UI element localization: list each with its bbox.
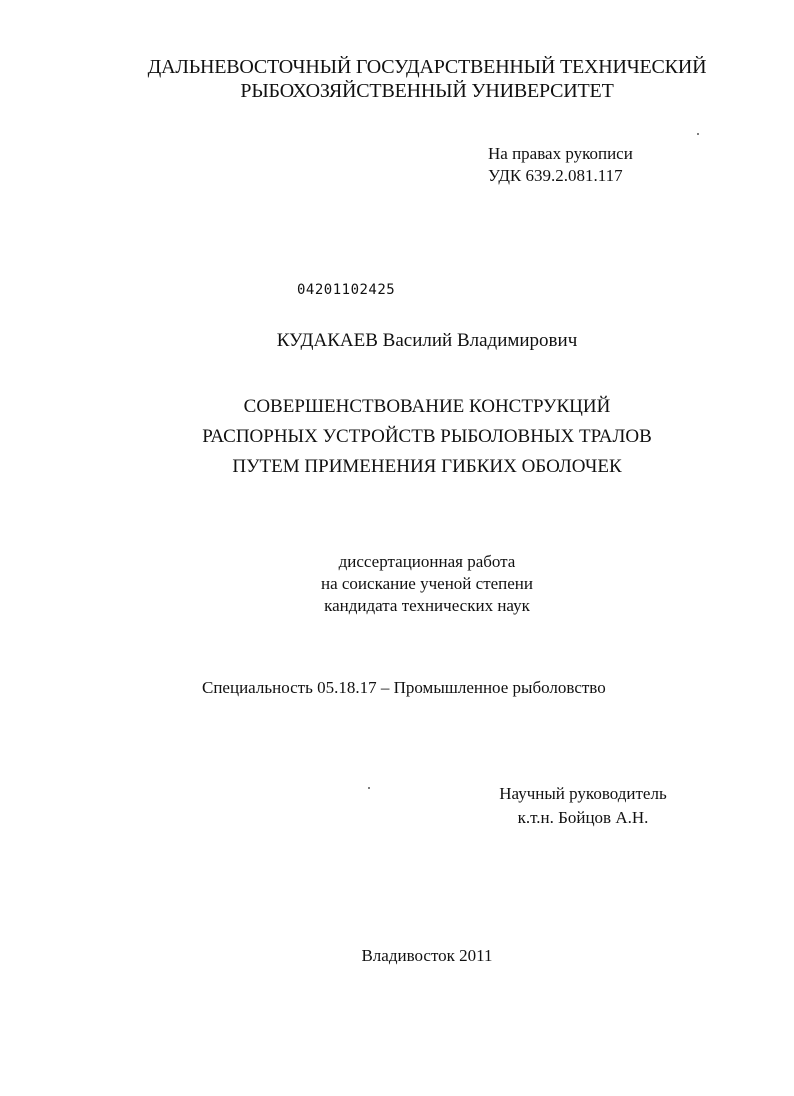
university-line-2: РЫБОХОЗЯЙСТВЕННЫЙ УНИВЕРСИТЕТ xyxy=(240,80,614,102)
dissertation-title xyxy=(0,392,794,482)
university-line-1: ДАЛЬНЕВОСТОЧНЫЙ ГОСУДАРСТВЕННЫЙ ТЕХНИЧЕСКИЙ xyxy=(147,56,707,78)
inventory-number: 04201102425 xyxy=(297,282,396,298)
specialty: Специальность 05.18.17 – Промышленное рыболовство xyxy=(202,678,606,697)
advisor-name: к.т.н. Бойцов А.Н. xyxy=(517,808,649,827)
work-line-1: диссертационная работа xyxy=(338,552,516,571)
scientific-advisor xyxy=(478,782,688,830)
scan-speck xyxy=(368,787,370,789)
university-header xyxy=(0,55,794,103)
title-line-2: РАСПОРНЫХ УСТРОЙСТВ РЫБОЛОВНЫХ ТРАЛОВ xyxy=(202,426,652,447)
manuscript-rights-block xyxy=(488,143,633,187)
manuscript-rights: На правах рукописи xyxy=(488,144,633,163)
title-line-1: СОВЕРШЕНСТВОВАНИЕ КОНСТРУКЦИЙ xyxy=(243,396,611,417)
scan-speck xyxy=(697,133,699,135)
city-year: Владивосток 2011 xyxy=(361,946,493,965)
work-line-3: кандидата технических наук xyxy=(324,596,530,615)
work-description xyxy=(0,551,794,617)
work-line-2: на соискание ученой степени xyxy=(320,574,534,593)
advisor-role: Научный руководитель xyxy=(499,784,667,803)
author-name: КУДАКАЕВ Василий Владимирович xyxy=(276,330,578,351)
title-line-3: ПУТЕМ ПРИМЕНЕНИЯ ГИБКИХ ОБОЛОЧЕК xyxy=(232,456,622,477)
udc-code: УДК 639.2.081.117 xyxy=(488,166,623,185)
